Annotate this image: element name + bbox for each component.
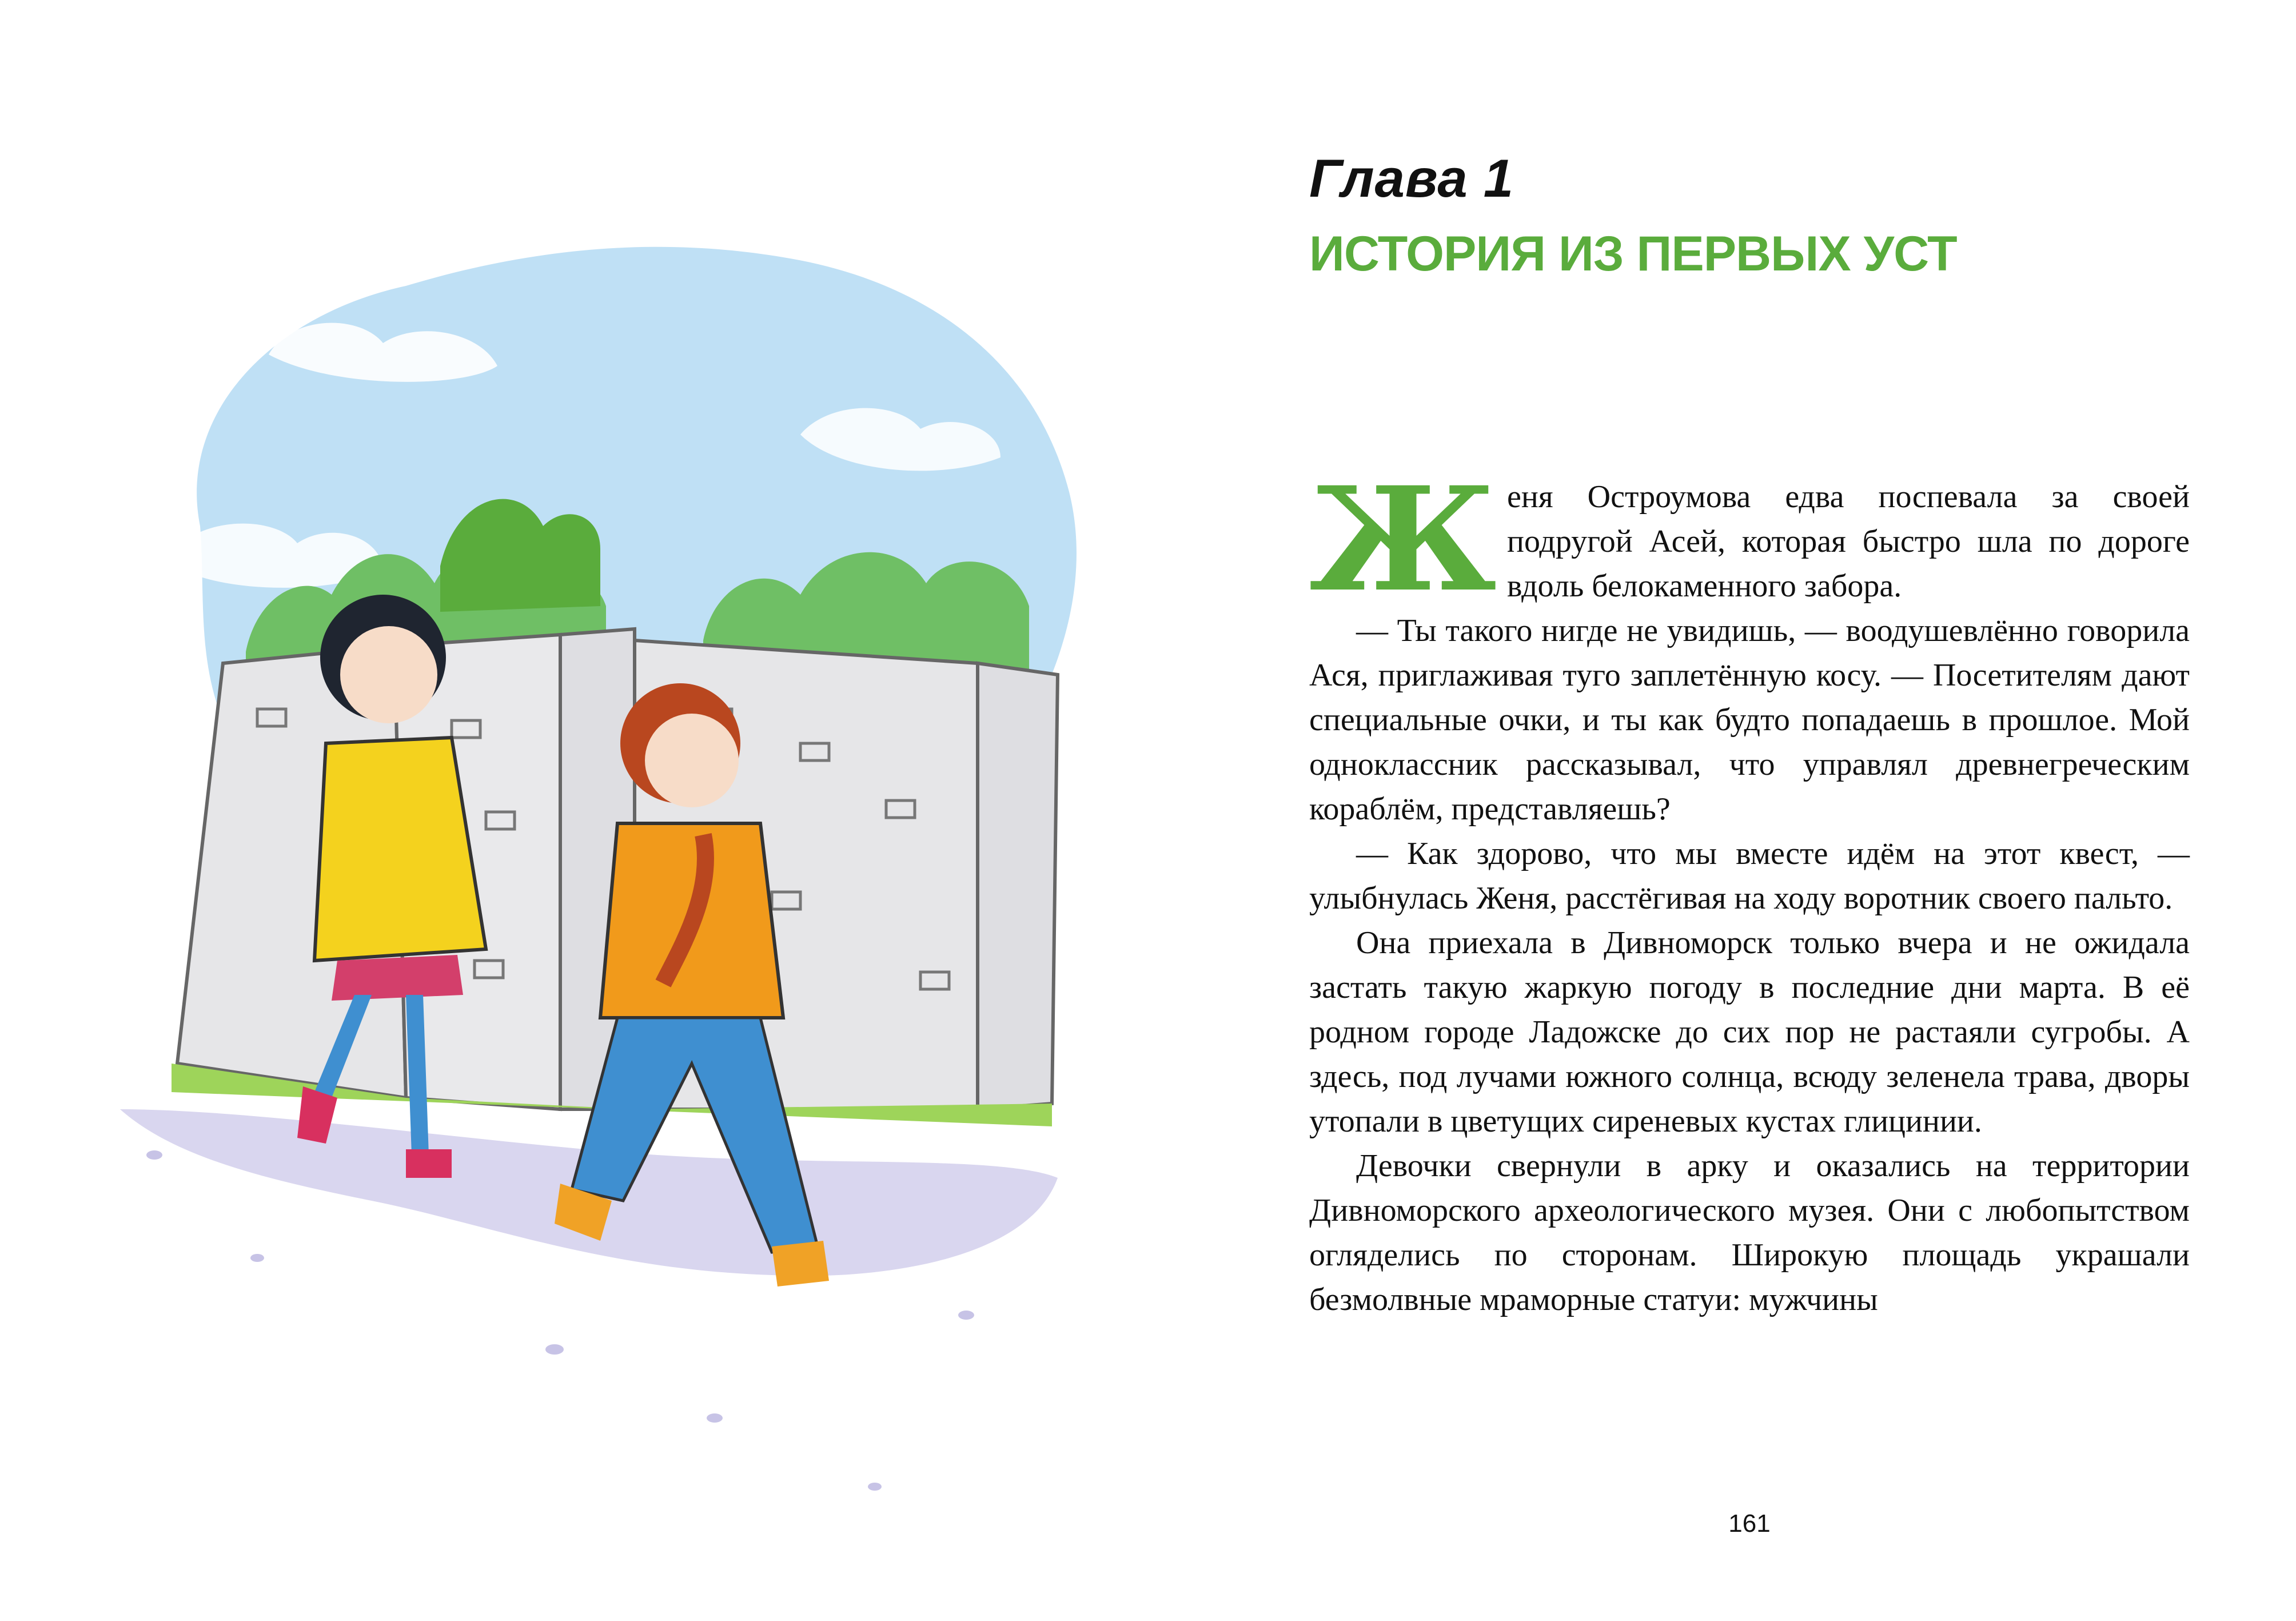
drop-cap: Ж (1309, 455, 1497, 623)
paragraph-1 (1309, 455, 2190, 623)
chapter-body (1309, 455, 2190, 1322)
chapter-illustration (86, 172, 1155, 1544)
paragraph-1-text: еня Остроумова едва поспевала за своей подругой Асей, которая быстро шла по дороге вдоль белокаменного забора. (1507, 479, 2190, 604)
paragraph-2: — Ты такого нигде не увидишь, — воодушевлённо говорила Ася, приглаживая туго заплетённую косу. — Посетителям дают специальные очки, и ты как будто попадаешь в прошлое. Мой одноклассник рассказывал, что управлял древнегреческим кораблём, представляешь? (1309, 613, 2190, 827)
chapter-title: ИСТОРИЯ ИЗ ПЕРВЫХ УСТ (1309, 226, 1957, 281)
text-page (1309, 0, 2190, 1621)
page-number: 161 (1728, 1510, 1771, 1538)
chapter-label: Глава 1 (1309, 148, 1514, 208)
two-girls-walking-illustration-icon (86, 172, 1155, 1544)
paragraph-3: — Как здорово, что мы вместе идём на этот квест, — улыбнулась Женя, расстёгивая на ходу воротник своего пальто. (1309, 836, 2190, 916)
paragraph-5: Девочки свернули в арку и оказались на территории Дивноморского археологического музея. Они с любопытством огляделись по сторонам. Широкую площадь украшали безмолвные мраморные статуи: мужчины (1309, 1148, 2190, 1317)
paragraph-4: Она приехала в Дивноморск только вчера и не ожидала застать такую жаркую погоду в последние дни марта. В её родном городе Ладожске до сих пор не растаяли сугробы. А здесь, под лучами южного солнца, всюду зеленела трава, дворы утопали в цветущих сиреневых кустах глицинии. (1309, 925, 2190, 1139)
